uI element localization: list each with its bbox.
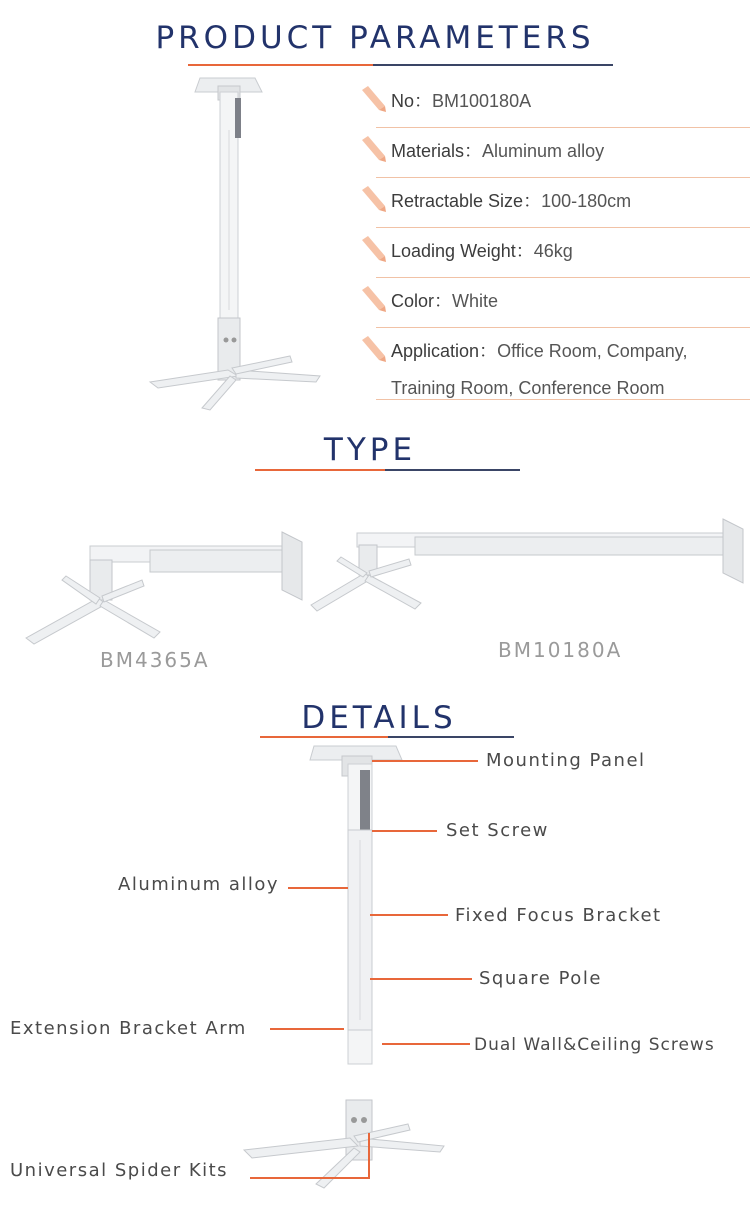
param-value-continued: Training Room, Conference Room xyxy=(391,378,665,398)
param-row-no xyxy=(358,78,750,128)
heading-underline-accent xyxy=(188,64,373,66)
param-value: White xyxy=(452,291,499,311)
param-value: 46kg xyxy=(533,241,573,261)
callout-square-pole: Square Pole xyxy=(479,968,602,989)
param-row-application xyxy=(358,328,750,400)
detailed-mount-image xyxy=(230,740,450,1190)
short-wall-mount-image xyxy=(20,520,320,650)
callout-set-screw: Set Screw xyxy=(446,820,549,841)
param-value: BM100180A xyxy=(432,91,532,111)
param-label: Materials： xyxy=(391,141,483,161)
pencil-icon xyxy=(358,234,388,264)
pencil-icon xyxy=(358,284,388,314)
type-heading: TYPE xyxy=(323,432,417,468)
param-label: Color： xyxy=(391,291,453,311)
heading-underline-accent xyxy=(255,469,385,471)
heading-underline-dark xyxy=(373,64,613,66)
callout-spider-kits: Universal Spider Kits xyxy=(10,1160,229,1181)
pencil-icon xyxy=(358,334,388,364)
callout-leader xyxy=(250,1177,370,1179)
callout-leader-vertical xyxy=(368,1133,370,1179)
callout-dual-screws: Dual Wall&Ceiling Screws xyxy=(474,1035,715,1055)
pencil-icon xyxy=(358,184,388,214)
heading-underline-dark xyxy=(388,736,514,738)
param-row-materials xyxy=(358,128,750,178)
ceiling-mount-image xyxy=(140,70,340,420)
param-value: Aluminum alloy xyxy=(482,141,605,161)
param-label: Retractable Size： xyxy=(391,191,542,211)
heading-underline-accent xyxy=(260,736,388,738)
callout-fixed-focus-bracket: Fixed Focus Bracket xyxy=(455,905,662,926)
type-model-label: BM10180A xyxy=(498,638,623,662)
callout-leader xyxy=(370,978,472,980)
long-wall-mount-image xyxy=(305,515,745,625)
param-label: Loading Weight： xyxy=(391,241,534,261)
callout-leader xyxy=(382,1043,470,1045)
callout-aluminum-alloy: Aluminum alloy xyxy=(118,874,280,895)
callout-leader xyxy=(372,830,437,832)
param-row-loading-weight xyxy=(358,228,750,278)
callout-leader xyxy=(372,760,478,762)
callout-extension-bracket-arm: Extension Bracket Arm xyxy=(10,1018,247,1039)
details-heading: DETAILS xyxy=(301,700,457,736)
param-value: 100-180cm xyxy=(541,191,632,211)
pencil-icon xyxy=(358,84,388,114)
callout-leader xyxy=(288,887,348,889)
param-label: No： xyxy=(391,91,433,111)
type-model-label: BM4365A xyxy=(100,648,210,672)
callout-leader xyxy=(270,1028,344,1030)
param-row-color xyxy=(358,278,750,328)
product-parameters-heading: PRODUCT PARAMETERS xyxy=(155,20,595,56)
callout-mounting-panel: Mounting Panel xyxy=(486,750,646,771)
param-value: Office Room, Company, xyxy=(497,341,688,361)
pencil-icon xyxy=(358,134,388,164)
param-row-retractable-size xyxy=(358,178,750,228)
callout-leader xyxy=(370,914,448,916)
heading-underline-dark xyxy=(385,469,520,471)
param-divider xyxy=(376,399,750,400)
param-label: Application： xyxy=(391,341,498,361)
